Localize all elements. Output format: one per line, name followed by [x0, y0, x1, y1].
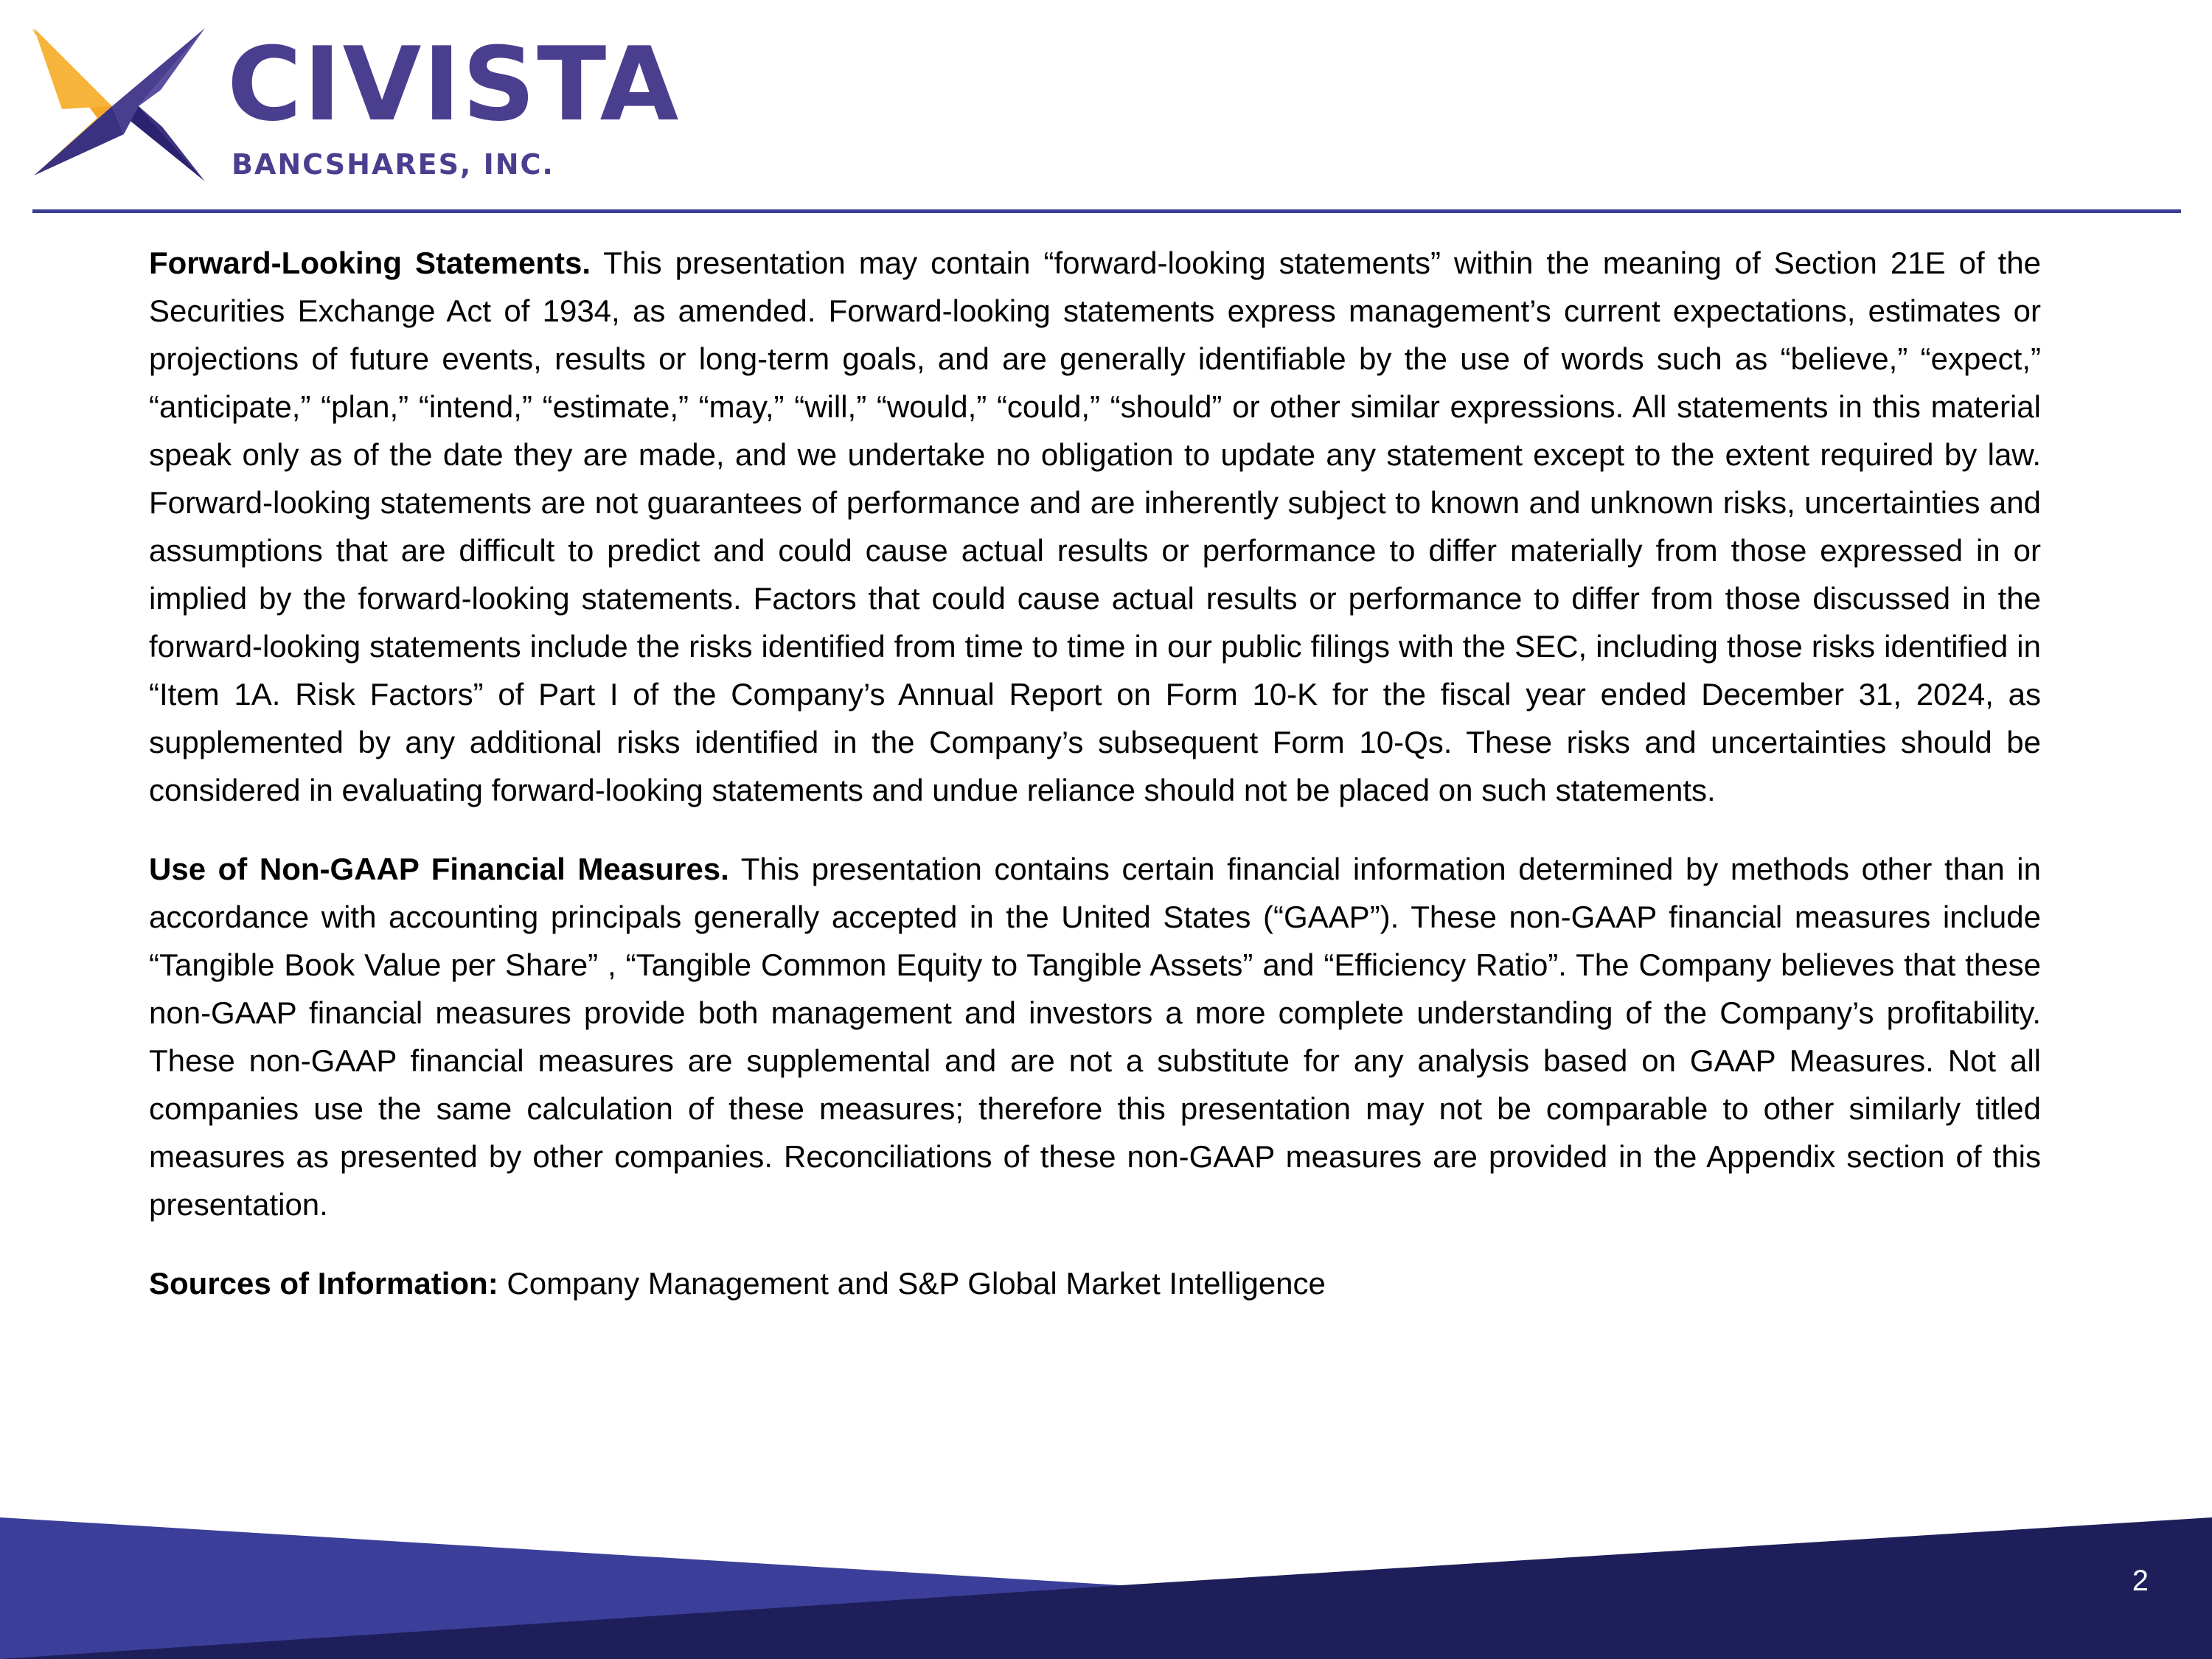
header-divider [32, 209, 2181, 213]
company-subtitle: BANCSHARES, INC. [232, 148, 554, 181]
page-number: 2 [2132, 1565, 2149, 1597]
non-gaap-measures-heading: Use of Non-GAAP Financial Measures. [149, 852, 729, 886]
forward-looking-statements-heading: Forward-Looking Statements. [149, 246, 591, 280]
civista-star-icon [29, 24, 206, 186]
sources-of-information-paragraph [149, 1259, 2041, 1307]
sources-of-information-body: Company Management and S&P Global Market Intelligence [507, 1266, 1326, 1301]
sources-of-information-heading: Sources of Information: [149, 1266, 498, 1301]
footer-band [0, 1512, 2212, 1659]
company-logo [29, 24, 681, 186]
forward-looking-statements-paragraph [149, 239, 2041, 814]
disclaimer-content [149, 239, 2041, 1338]
non-gaap-measures-paragraph [149, 845, 2041, 1228]
non-gaap-measures-body: This presentation contains certain financial information determined by methods other than in accordance with accounting principals generally accepted in the United States (“GAAP”). These non-GAAP financial measures include “Tangible Book Value per Share” , “Tangible Common Equity to Tangible Assets” and “Efficiency Ratio”. The Company believes that these non-GAAP financial measures provide both management and investors a more complete understanding of the Company’s profitability. These non-GAAP financial measures are supplemental and are not a substitute for any analysis based on GAAP Measures. Not all companies use the same calculation of these measures; therefore this presentation may not be comparable to other similarly titled measures as presented by other companies. Reconciliations of these non-GAAP measures are provided in the Appendix section of this presentation. [149, 852, 2041, 1222]
forward-looking-statements-body: This presentation may contain “forward-looking statements” within the meaning of Section 21E of the Securities Exchange Act of 1934, as amended. Forward-looking statements express management’s current expectations, estimates or projections of future events, results or long-term goals, and are generally identifiable by the use of words such as “believe,” “expect,” “anticipate,” “plan,” “intend,” “estimate,” “may,” “will,” “would,” “could,” “should” or other similar expressions. All statements in this material speak only as of the date they are made, and we undertake no obligation to update any statement except to the extent required by law. Forward-looking statements are not guarantees of performance and are inherently subject to known and unknown risks, uncertainties and assumptions that are difficult to predict and could cause actual results or performance to differ materially from those expressed in or implied by the forward-looking statements. Factors that could cause actual results or performance to differ from those discussed in the forward-looking statements include the risks identified from time to time in our public filings with the SEC, including those risks identified in “Item 1A. Risk Factors” of Part I of the Company’s Annual Report on Form 10-K for the fiscal year ended December 31, 2024, as supplemented by any additional risks identified in the Company’s subsequent Form 10-Qs. These risks and uncertainties should be considered in evaluating forward-looking statements and undue reliance should not be placed on such statements. [149, 246, 2041, 807]
company-name: CIVISTA [227, 25, 681, 144]
